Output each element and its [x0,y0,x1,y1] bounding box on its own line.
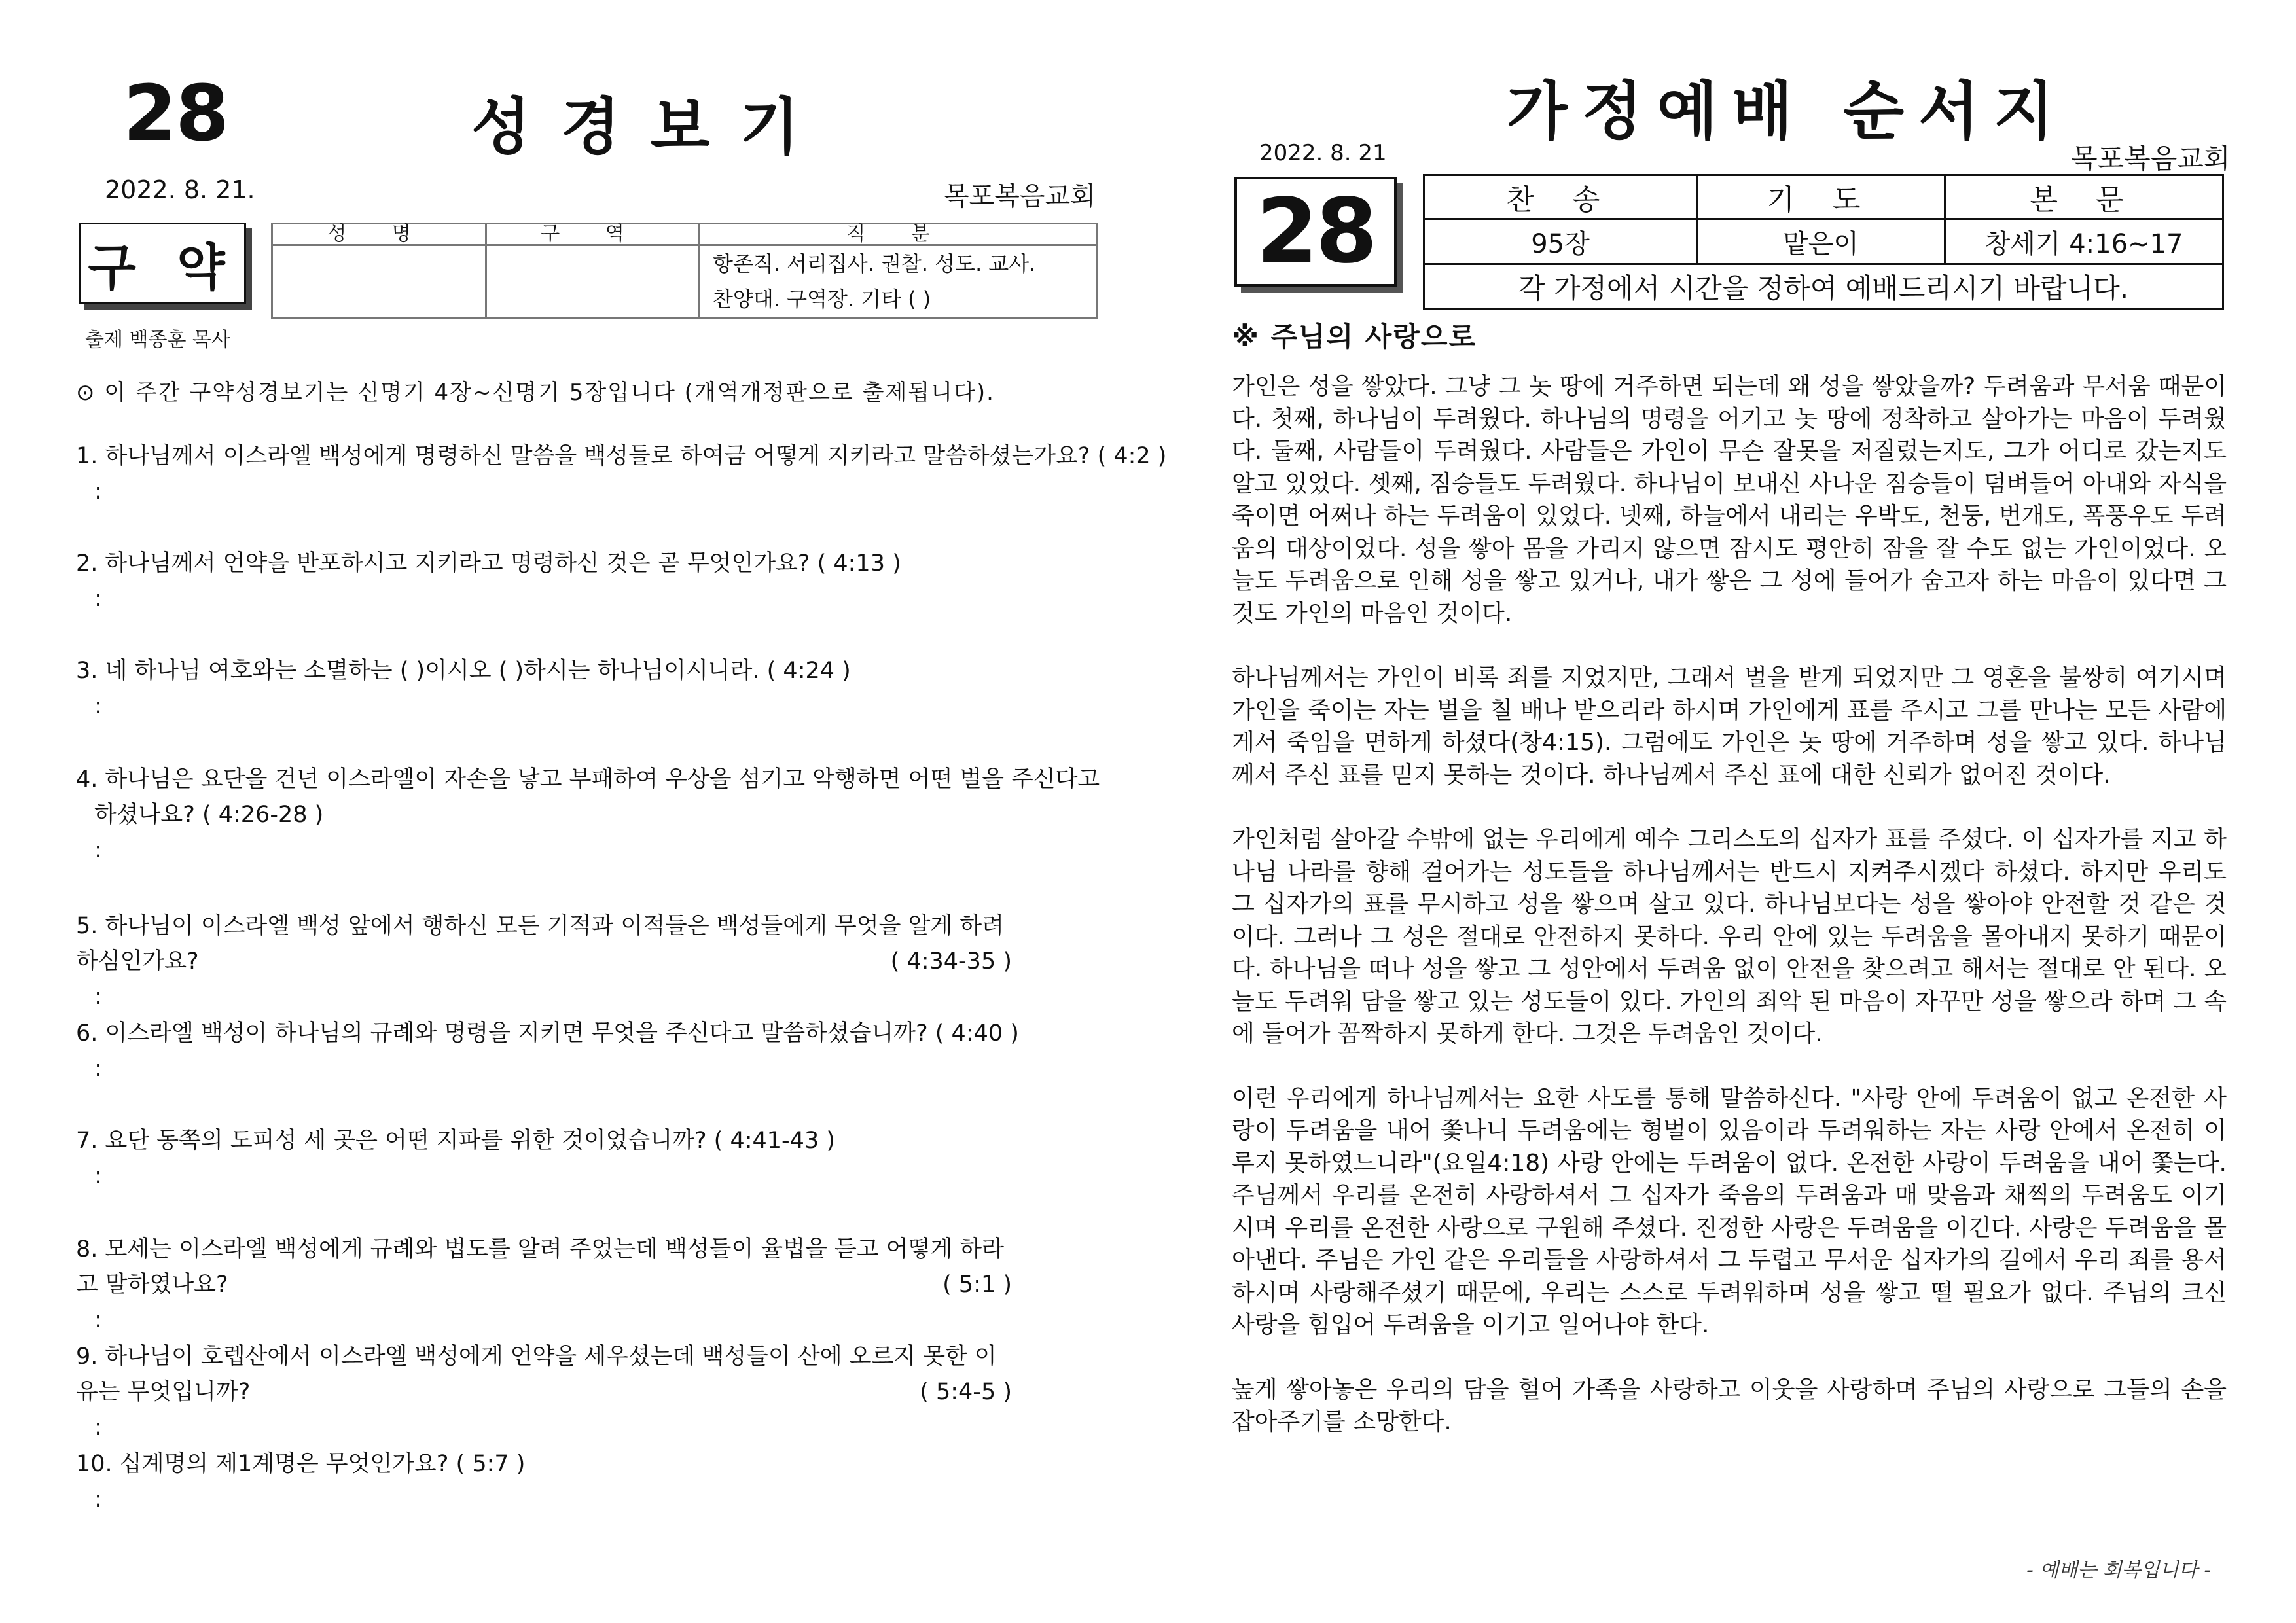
worship-note: 각 가정에서 시간을 정하여 예배드리시기 바랍니다. [1424,264,2223,310]
worship-number: 28 [1234,177,1397,287]
question-3: 3. 네 하나님 여호와는 소멸하는 ( )이시오 ( )하시는 하나님이시니라. ( 4:24 ) : [76,653,851,724]
date: 2022. 8. 21. [105,175,255,204]
hymn-value: 95장 [1424,219,1697,264]
scripture-header: 본 문 [1945,175,2223,219]
church-name: 목포복음교회 [944,181,1096,211]
page-title: 성경보기 [471,92,830,163]
worship-title: 가정예배 순서지 [1507,75,2069,148]
question-8: 8. 모세는 이스라엘 백성에게 규례와 법도를 알려 주었는데 백성들이 율법을 듣고 어떻게 하라고 말하였나요? : ( 5:1 ) [76,1232,1012,1338]
position-header: 직 분 [699,224,1098,245]
hymn-header: 찬 송 [1424,175,1697,219]
sermon-paragraph: 가인은 성을 쌓았다. 그냥 그 놋 땅에 거주하면 되는데 왜 성을 쌓았을까? 두려움과 무서움 때문이다. 첫째, 하나님이 두려웠다. 하나님의 명령을 어기고 놋 땅에 정착하고 살아가는 마음이 두려웠다. 둘째, 사람들이 두려웠다. 사람들은 가인이 무슨 잘못을 저질렀는지도, 그가 어디로 갔는지도 알고 있었다. 셋째, 짐승들도 두려웠다. 하나님이 보내신 사나운 짐승들이 덤벼들어 아내와 자식을 죽이면 어쩌나 하는 두려움이 있었다. 넷째, 하늘에서 내리는 우박도, 천둥, 번개도, 폭풍우도 두려움의 대상이었다. 성을 쌓아 몸을 가리지 않으면 잠시도 평안히 잠을 잘 수도 없는 가인이었다. 오늘도 두려움으로 인해 성을 쌓고 있거나, 내가 쌓은 그 성에 들어가 숨고자 하는 마음이 있다면 그것도 가인의 마음인 것이다. [1232,373,2227,627]
answer-line[interactable]: : [94,1486,102,1512]
question-2: 2. 하나님께서 언약을 반포하시고 지키라고 명령하신 것은 곧 무엇인가요? ( 4:13 ) : [76,546,901,616]
question-7: 7. 요단 동쪽의 도피성 세 곳은 어떤 지파를 위한 것이었습니까? ( 4:41-43 ) : [76,1123,835,1194]
position-options: 항존직. 서리집사. 권찰. 성도. 교사. 찬양대. 구역장. 기타 ( ) [699,245,1098,318]
sermon-body [1232,370,2227,1471]
question-5: 5. 하나님이 이스라엘 백성 앞에서 행하신 모든 기적과 이적들은 백성들에게 무엇을 알게 하려 하심인가요? : ( 4:34-35 ) [76,908,1012,1014]
scripture-value: 창세기 4:16~17 [1945,219,2223,264]
district-field[interactable] [486,245,699,318]
question-6: 6. 이스라엘 백성이 하나님의 규례와 명령을 지키면 무엇을 주신다고 말씀하셨습니까? ( 4:40 ) : [76,1016,1019,1086]
sermon-paragraph: 높게 쌓아놓은 우리의 담을 헐어 가족을 사랑하고 이웃을 사랑하며 주님의 사랑으로 그들의 손을 잡아주기를 소망한다. [1232,1376,2227,1435]
footer-motto: - 예배는 회복입니다 - [2026,1559,2212,1582]
answer-line[interactable]: : [94,1307,102,1333]
answer-line[interactable]: : [94,586,102,612]
author: 출제 백종훈 목사 [85,329,230,351]
sermon-paragraph: 하나님께서는 가인이 비록 죄를 지었지만, 그래서 벌을 받게 되었지만 그 영혼을 불쌍히 여기시며 가인을 죽이는 자는 벌을 칠 배나 받으리라 하시며 가인에게 표를 주시고 그를 만나는 모든 사람에게서 죽임을 면하게 하셨다(창4:15). 그럼에도 가인은 놋 땅에 거주하며 성을 쌓고 있다. 하나님께서 주신 표를 믿지 못하는 것이다. 하나님께서 주신 표에 대한 신뢰가 없어진 것이다. [1232,664,2227,789]
question-reference: ( 5:1 ) [942,1272,1012,1298]
answer-line[interactable]: : [94,1056,102,1082]
prayer-value: 맡은이 [1697,219,1945,264]
sermon-paragraph: 이런 우리에게 하나님께서는 요한 사도를 통해 말씀하신다. "사랑 안에 두려움이 없고 온전한 사랑이 두려움을 내어 쫓나니 두려움에는 형벌이 있음이라 두려워하는 자는 사랑 안에서 온전히 이루지 못하였느니라"(요일4:18) 사랑 안에는 두려움이 없다. 온전한 사랑이 두려움을 내어 쫓는다. 주님께서 우리를 온전히 사랑하셔서 그 십자가 죽음의 두려움과 매 맞음과 채찍의 두려움도 이기시며 우리를 온전한 사랑으로 구원해 주셨다. 진정한 사랑은 두려움을 이긴다. 사랑은 두려움을 몰아낸다. 주님은 가인 같은 우리들을 사랑하셔서 그 두렵고 무서운 십자가의 길에서 우리 죄를 용서하시며 사랑해주셨기 때문에, 우리는 스스로 두려워하며 성을 쌓고 떨 필요가 없다. 주님의 크신 사랑을 힘입어 두려움을 이기고 일어나야 한다. [1232,1084,2227,1338]
member-info-table [271,223,1098,319]
question-reference: ( 5:4-5 ) [920,1379,1012,1405]
answer-line[interactable]: : [94,478,102,505]
answer-line[interactable]: : [94,984,102,1010]
question-4: 4. 하나님은 요단을 건넌 이스라엘이 자손을 낳고 부패하여 우상을 섬기고 악행하면 어떤 벌을 주신다고 하셨나요? ( 4:26-28 ) : [76,762,1100,868]
question-9: 9. 하나님이 호렙산에서 이스라엘 백성에게 언약을 세우셨는데 백성들이 산에 오르지 못한 이유는 무엇입니까? : ( 5:4-5 ) [76,1339,1012,1445]
question-reference: ( 4:34-35 ) [890,948,1012,974]
name-header: 성 명 [272,224,486,245]
name-field[interactable] [272,245,486,318]
section-badge: 구 약 [79,223,246,304]
sermon-title: ※ 주님의 사랑으로 [1232,321,1477,353]
church-name: 목포복음교회 [2071,143,2231,175]
answer-line[interactable]: : [94,837,102,863]
answer-line[interactable]: : [94,1414,102,1440]
question-10: 10. 십계명의 제1계명은 무엇인가요? ( 5:7 ) : [76,1446,525,1517]
prayer-header: 기 도 [1697,175,1945,219]
question-1: 1. 하나님께서 이스라엘 백성에게 명령하신 말씀을 백성들로 하여금 어떻게 지키라고 말씀하셨는가요? ( 4:2 ) : [76,438,1166,509]
answer-line[interactable]: : [94,693,102,719]
district-header: 구 역 [486,224,699,245]
worship-order-table [1423,174,2224,310]
notice: ⊙ 이 주간 구약성경보기는 신명기 4장~신명기 5장입니다 (개역개정판으로 출제됩니다). [76,380,995,406]
answer-line[interactable]: : [94,1163,102,1189]
worksheet-number: 28 [123,68,228,158]
date: 2022. 8. 21 [1259,140,1387,166]
sermon-paragraph: 가인처럼 살아갈 수밖에 없는 우리에게 예수 그리스도의 십자가 표를 주셨다. 이 십자가를 지고 하나님 나라를 향해 걸어가는 성도들을 하나님께서는 반드시 지켜주시겠다 하셨다. 하지만 우리도 그 십자가의 표를 무시하고 성을 쌓으며 살고 있다. 하나님보다는 성을 쌓아야 안전할 것 같은 것이다. 그러나 그 성은 절대로 안전하지 못하다. 우리 안에 있는 두려움을 몰아내지 못하기 때문이다. 하나님을 떠나 성을 쌓고 그 성안에서 두려움 없이 안전을 찾으려고 해서는 절대로 안 된다. 오늘도 두려워 담을 쌓고 있는 성도들이 있다. 가인의 죄악 된 마음이 자꾸만 성을 쌓으라 하며 그 속에 들어가 꼼짝하지 못하게 한다. 그것은 두려움인 것이다. [1232,826,2227,1047]
